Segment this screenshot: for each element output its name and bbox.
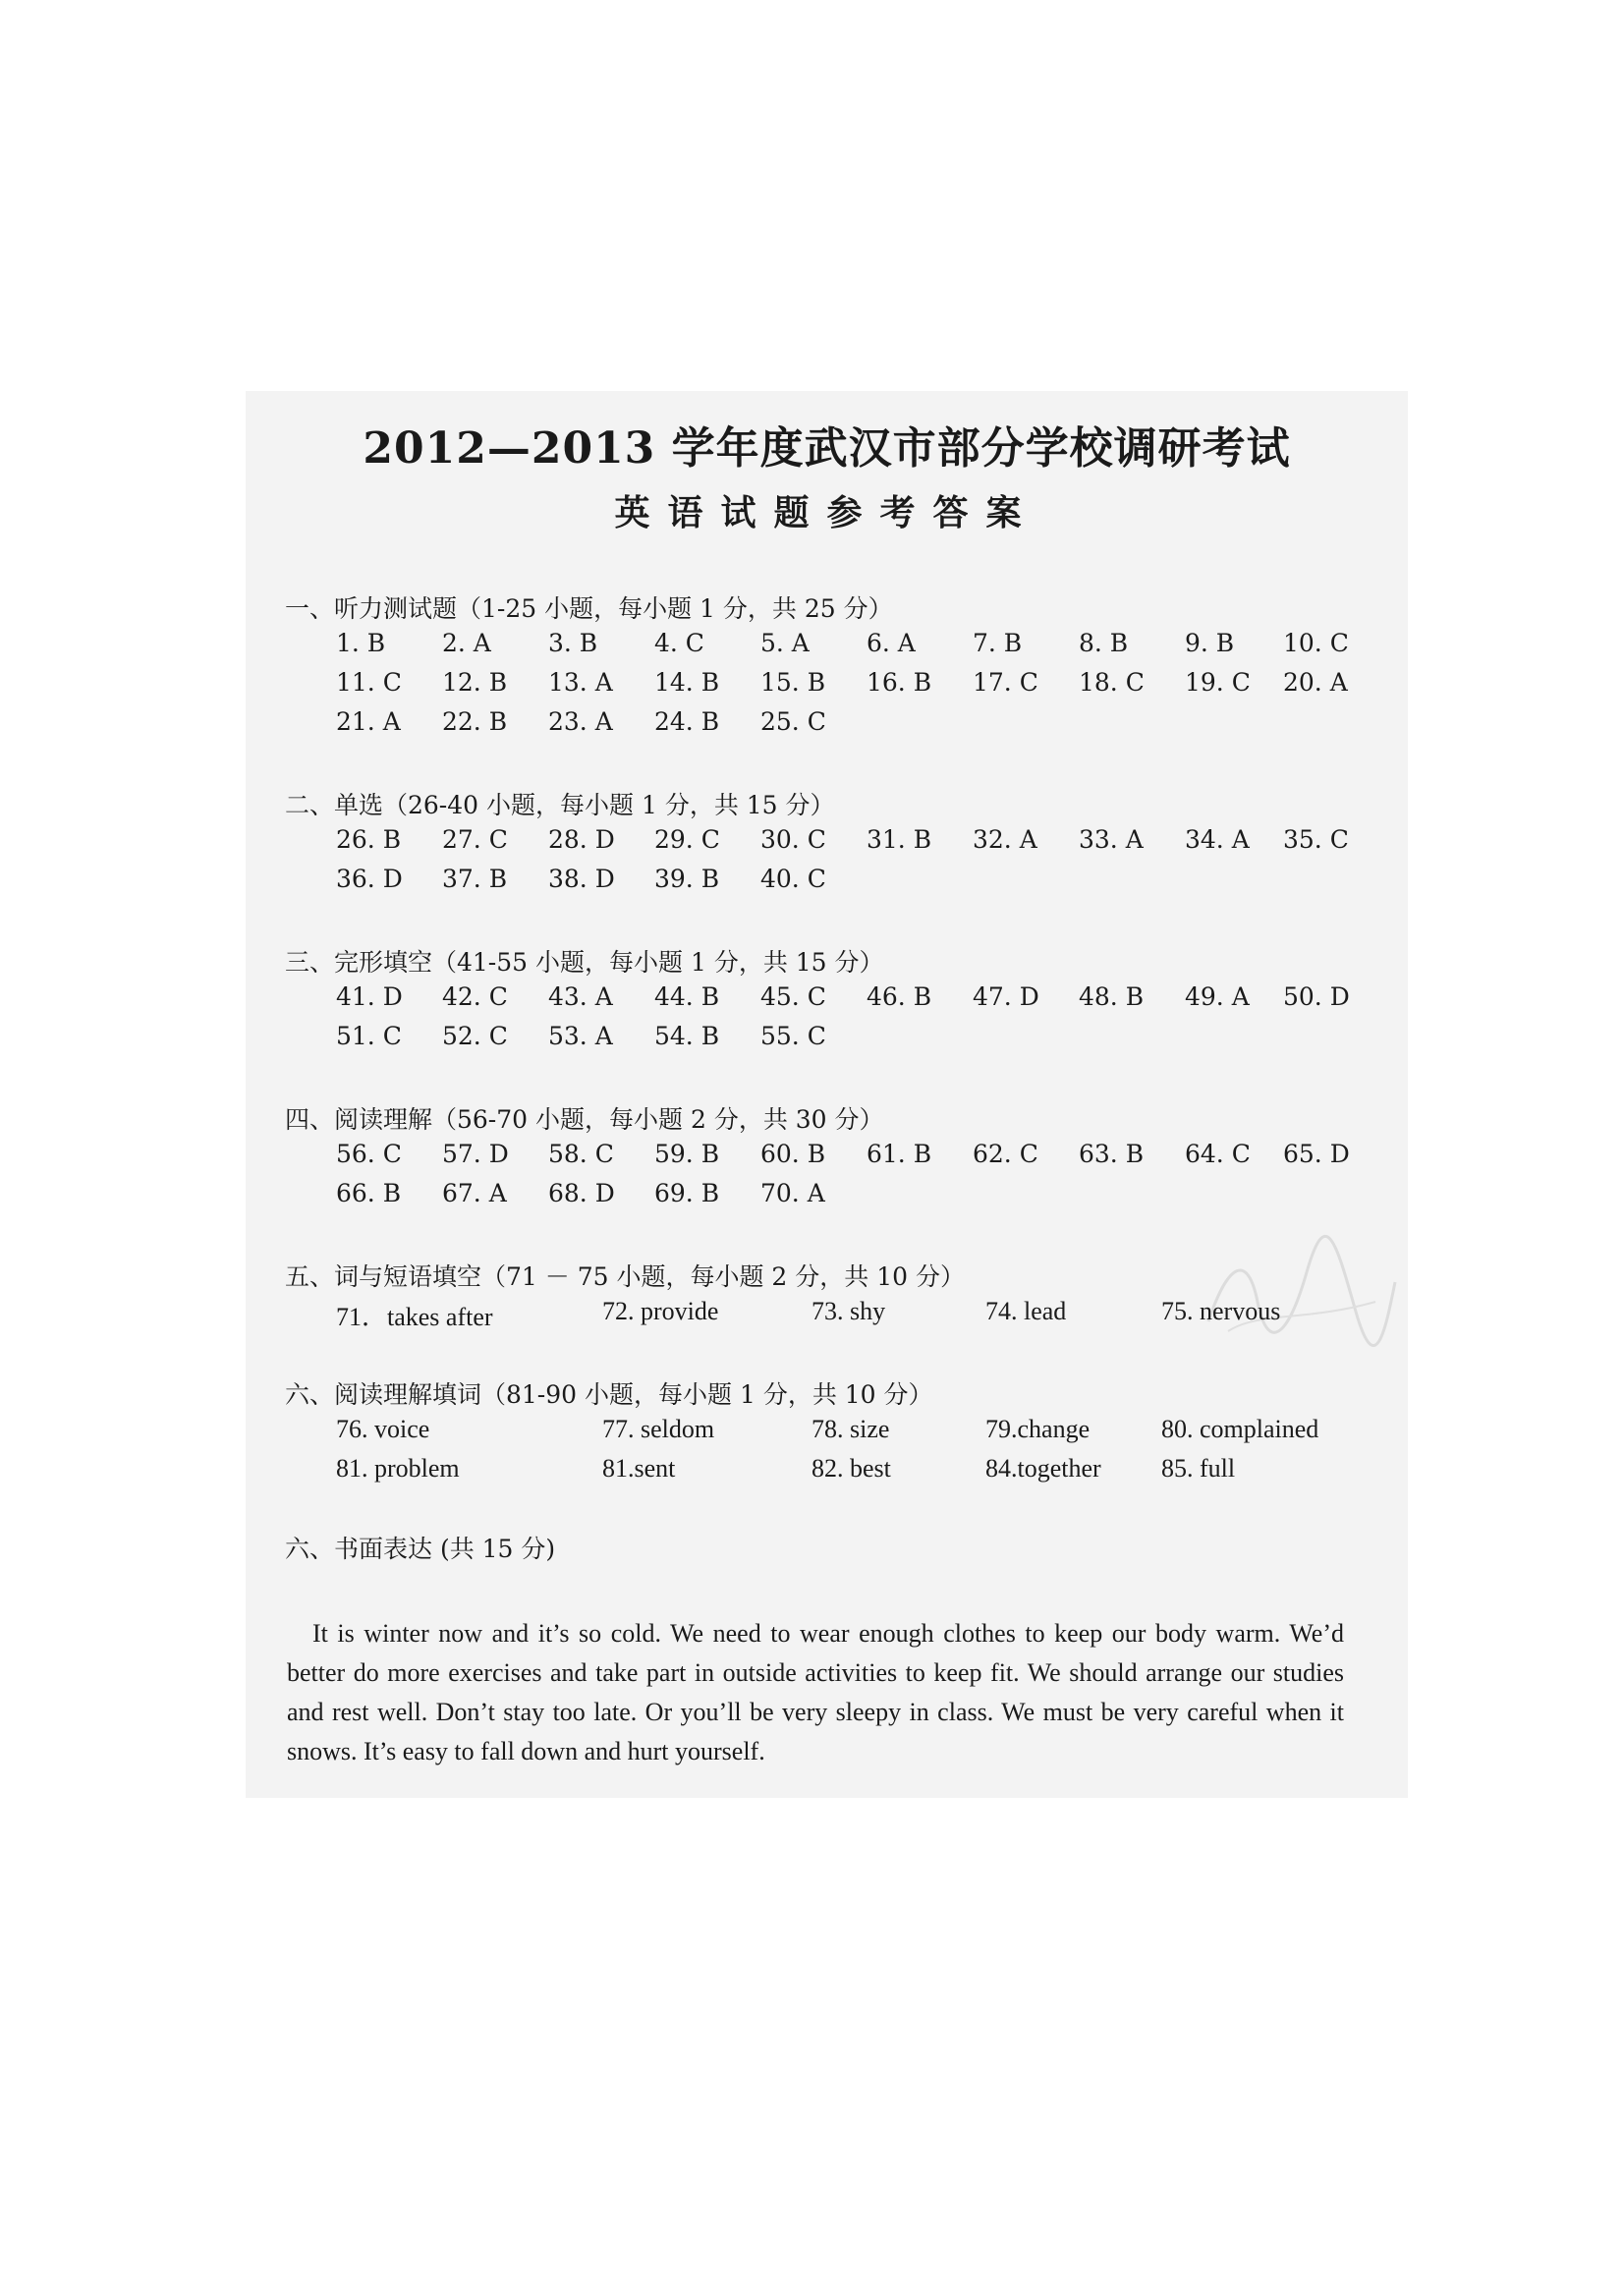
answer-item: 57. D — [442, 1140, 509, 1168]
answer-item: 17. C — [973, 668, 1038, 697]
answer-item: 49. A — [1185, 982, 1250, 1011]
answer-item: 74. lead — [985, 1297, 1067, 1325]
answer-item: 53. A — [548, 1022, 613, 1050]
answer-item: 78. size — [812, 1415, 890, 1443]
answer-item: 51. C — [336, 1022, 402, 1050]
answer-item: 26. B — [336, 825, 402, 854]
answer-item: 42. C — [442, 982, 508, 1011]
answer-item: 40. C — [760, 865, 826, 893]
answer-item: 84.together — [985, 1454, 1101, 1483]
answer-item: 5. A — [760, 629, 810, 657]
answer-item: 29. C — [654, 825, 720, 854]
answer-item: 65. D — [1283, 1140, 1350, 1168]
answer-item: 33. A — [1079, 825, 1144, 854]
answer-item: 81. problem — [336, 1454, 460, 1483]
answer-item: 1. B — [336, 629, 386, 657]
answer-item: 73. shy — [812, 1297, 886, 1325]
section-heading: 六、阅读理解填词（81-90 小题，每小题 1 分，共 10 分） — [285, 1380, 933, 1409]
answer-item: 32. A — [973, 825, 1037, 854]
answer-item: 52. C — [442, 1022, 508, 1050]
answer-item: 41. D — [336, 982, 403, 1011]
answer-item: 14. B — [654, 668, 720, 697]
answer-item: 85. full — [1161, 1454, 1236, 1483]
answer-item: 80. complained — [1161, 1415, 1319, 1443]
answer-item: 76. voice — [336, 1415, 430, 1443]
answer-item: 16. B — [867, 668, 932, 697]
section-heading: 五、词与短语填空（71 － 75 小题，每小题 2 分，共 10 分） — [285, 1262, 965, 1291]
handwritten-mark — [1189, 1223, 1405, 1351]
answer-item: 34. A — [1185, 825, 1250, 854]
answer-item: 68. D — [548, 1179, 615, 1207]
answer-item: 63. B — [1079, 1140, 1145, 1168]
answer-item: 61. B — [867, 1140, 932, 1168]
answer-item: 46. B — [867, 982, 932, 1011]
page-subtitle: 英语试题参考答案 — [614, 492, 1039, 533]
answer-item: 36. D — [336, 865, 403, 893]
answer-item: 72. provide — [602, 1297, 719, 1325]
answer-item: 15. B — [760, 668, 826, 697]
answer-item: 2. A — [442, 629, 491, 657]
answer-item: 79.change — [985, 1415, 1091, 1443]
answer-item: 21. A — [336, 707, 401, 736]
answer-item: 70. A — [760, 1179, 825, 1207]
answer-item: 58. C — [548, 1140, 614, 1168]
answer-item: 67. A — [442, 1179, 507, 1207]
answer-item: 48. B — [1079, 982, 1145, 1011]
answer-item: 7. B — [973, 629, 1023, 657]
answer-item: 28. D — [548, 825, 615, 854]
answer-item: 75. nervous — [1161, 1297, 1281, 1325]
answer-item: 38. D — [548, 865, 615, 893]
answer-item: 66. B — [336, 1179, 402, 1207]
answer-item: 25. C — [760, 707, 826, 736]
answer-item: 3. B — [548, 629, 598, 657]
answer-item: 13. A — [548, 668, 613, 697]
answer-item: 64. C — [1185, 1140, 1251, 1168]
section-heading: 四、阅读理解（56-70 小题，每小题 2 分，共 30 分） — [285, 1105, 884, 1134]
answer-item: 81.sent — [602, 1454, 676, 1483]
answer-item: 8. B — [1079, 629, 1129, 657]
answer-item: 27. C — [442, 825, 508, 854]
answer-item: 18. C — [1079, 668, 1145, 697]
section-heading: 二、单选（26-40 小题，每小题 1 分，共 15 分） — [285, 791, 835, 819]
essay-paragraph: It is winter now and it’s so cold. We need to wear enough clothes to keep our body warm. We’d better do more exercises and take part in outside activities to keep fit. We should arrange our studies and rest well. Don’t stay too late. Or you’ll be very sleepy in class. We must be very careful when it snows. It’s easy to fall down and hurt yourself. — [287, 1619, 1344, 1765]
answer-item: 54. B — [654, 1022, 720, 1050]
page-title: 2012—2013 学年度武汉市部分学校调研考试 — [363, 423, 1291, 474]
answer-item: 9. B — [1185, 629, 1235, 657]
answer-item: 22. B — [442, 707, 508, 736]
answer-item: 82. best — [812, 1454, 891, 1483]
answer-item: 19. C — [1185, 668, 1251, 697]
answer-item: 43. A — [548, 982, 613, 1011]
answer-item: 24. B — [654, 707, 720, 736]
answer-item: 6. A — [867, 629, 916, 657]
answer-item: 44. B — [654, 982, 720, 1011]
answer-item: 62. C — [973, 1140, 1038, 1168]
answer-item: 37. B — [442, 865, 508, 893]
answer-item: 71．takes after — [336, 1303, 493, 1331]
answer-item: 59. B — [654, 1140, 720, 1168]
answer-item: 31. B — [867, 825, 932, 854]
answer-item: 23. A — [548, 707, 613, 736]
answer-item: 56. C — [336, 1140, 402, 1168]
answer-item: 50. D — [1283, 982, 1350, 1011]
answer-item: 47. D — [973, 982, 1039, 1011]
answer-item: 60. B — [760, 1140, 826, 1168]
section-heading: 六、书面表达 (共 15 分) — [285, 1535, 556, 1563]
answer-item: 45. C — [760, 982, 826, 1011]
section-heading: 三、完形填空（41-55 小题，每小题 1 分，共 15 分） — [285, 948, 884, 977]
answer-item: 69. B — [654, 1179, 720, 1207]
answer-item: 35. C — [1283, 825, 1349, 854]
answer-item: 55. C — [760, 1022, 826, 1050]
section-heading: 一、听力测试题（1-25 小题，每小题 1 分，共 25 分） — [285, 594, 893, 623]
answer-item: 39. B — [654, 865, 720, 893]
answer-item: 11. C — [336, 668, 402, 697]
answer-item: 20. A — [1283, 668, 1348, 697]
answer-item: 10. C — [1283, 629, 1349, 657]
answer-item: 77. seldom — [602, 1415, 715, 1443]
answer-item: 12. B — [442, 668, 508, 697]
answer-item: 30. C — [760, 825, 826, 854]
answer-item: 4. C — [654, 629, 704, 657]
